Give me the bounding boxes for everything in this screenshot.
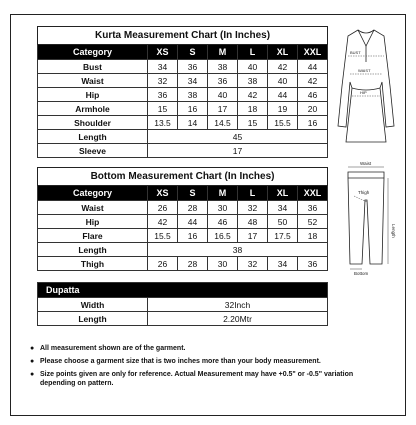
value-cell: 15.5	[268, 116, 298, 130]
header-cell: S	[178, 45, 208, 60]
value-cell: 38	[238, 74, 268, 88]
value-cell: 36	[298, 201, 328, 215]
kurta-chart-title: Kurta Measurement Chart (In Inches)	[38, 27, 328, 45]
value-cell: 15.5	[148, 229, 178, 243]
bullet-icon: ●	[30, 345, 35, 352]
dupatta-title: Dupatta	[38, 283, 328, 298]
value-cell: 18	[238, 102, 268, 116]
bottom-chart-title: Bottom Measurement Chart (In Inches)	[38, 168, 328, 186]
value-cell: 36	[148, 88, 178, 102]
header-cell: Category	[38, 186, 148, 201]
value-cell: 36	[298, 257, 328, 271]
header-cell: XXL	[298, 45, 328, 60]
value-cell: 28	[178, 257, 208, 271]
bullet-icon: ●	[30, 358, 35, 365]
kurta-hip-label: HIP	[360, 90, 367, 95]
value-cell: 32	[238, 201, 268, 215]
bullet-icon: ●	[30, 371, 35, 378]
value-cell: 50	[268, 215, 298, 229]
value-cell: 16	[298, 116, 328, 130]
value-cell: 17	[208, 102, 238, 116]
merged-value-cell: 38	[148, 243, 328, 257]
value-cell: 48	[238, 215, 268, 229]
header-cell: XL	[268, 45, 298, 60]
row-label: Length	[38, 243, 148, 257]
header-cell: XL	[268, 186, 298, 201]
value-cell: 14	[178, 116, 208, 130]
merged-value-cell: 17	[148, 144, 328, 158]
value-cell: 46	[298, 88, 328, 102]
value-cell: 16	[178, 229, 208, 243]
value-cell: 42	[268, 60, 298, 74]
value-cell: 38	[208, 60, 238, 74]
row-label: Shoulder	[38, 116, 148, 130]
table-row	[38, 257, 328, 271]
header-cell: L	[238, 186, 268, 201]
header-cell: XS	[148, 45, 178, 60]
kurta-measurement-table	[37, 26, 328, 158]
header-cell: XS	[148, 186, 178, 201]
bottom-bottom-label: Bottom	[354, 271, 369, 276]
row-label: Flare	[38, 229, 148, 243]
value-cell: 26	[148, 257, 178, 271]
value-cell: 30	[208, 257, 238, 271]
table-row	[38, 88, 328, 102]
value-cell: 15	[148, 102, 178, 116]
value-cell: 26	[148, 201, 178, 215]
dupatta-length-value: 2.20Mtr	[148, 312, 328, 326]
value-cell: 14.5	[208, 116, 238, 130]
row-label: Waist	[38, 74, 148, 88]
value-cell: 34	[178, 74, 208, 88]
note-item: ● All measurement shown are of the garment.	[30, 345, 186, 352]
value-cell: 40	[208, 88, 238, 102]
note-item: ● Size points given are only for reference. Actual Measurement may have +0.5" or -0.5" variation depending on pattern.	[30, 371, 354, 387]
value-cell: 42	[148, 215, 178, 229]
value-cell: 16.5	[208, 229, 238, 243]
value-cell: 42	[298, 74, 328, 88]
table-row	[38, 215, 328, 229]
bottom-thigh-label: Thigh	[358, 190, 370, 195]
value-cell: 34	[268, 201, 298, 215]
dupatta-width-value: 32Inch	[148, 298, 328, 312]
bottom-length-label: Length	[391, 224, 396, 238]
row-label: Hip	[38, 215, 148, 229]
value-cell: 38	[178, 88, 208, 102]
bottom-header-row	[38, 186, 328, 201]
row-label: Bust	[38, 60, 148, 74]
table-row	[38, 102, 328, 116]
value-cell: 34	[148, 60, 178, 74]
bottom-illustration	[334, 160, 398, 280]
kurta-illustration	[334, 26, 398, 152]
value-cell: 40	[238, 60, 268, 74]
notes-list	[30, 344, 360, 392]
bottom-waist-label: Waist	[360, 161, 372, 166]
value-cell: 52	[298, 215, 328, 229]
kurta-header-row	[38, 45, 328, 60]
value-cell: 44	[268, 88, 298, 102]
value-cell: 44	[298, 60, 328, 74]
value-cell: 30	[208, 201, 238, 215]
value-cell: 34	[268, 257, 298, 271]
value-cell: 44	[178, 215, 208, 229]
dupatta-length-label: Length	[38, 312, 148, 326]
value-cell: 36	[208, 74, 238, 88]
header-cell: M	[208, 45, 238, 60]
kurta-waist-label: WAIST	[358, 68, 371, 73]
value-cell: 17	[238, 229, 268, 243]
table-row	[38, 243, 328, 257]
value-cell: 46	[208, 215, 238, 229]
value-cell: 15	[238, 116, 268, 130]
header-cell: M	[208, 186, 238, 201]
row-label: Hip	[38, 88, 148, 102]
value-cell: 13.5	[148, 116, 178, 130]
header-cell: L	[238, 45, 268, 60]
value-cell: 18	[298, 229, 328, 243]
kurta-bust-label: BUST	[350, 50, 361, 55]
value-cell: 32	[238, 257, 268, 271]
value-cell: 42	[238, 88, 268, 102]
value-cell: 16	[178, 102, 208, 116]
header-cell: Category	[38, 45, 148, 60]
value-cell: 40	[268, 74, 298, 88]
value-cell: 36	[178, 60, 208, 74]
dupatta-width-label: Width	[38, 298, 148, 312]
header-cell: S	[178, 186, 208, 201]
table-row	[38, 130, 328, 144]
dupatta-table	[37, 282, 328, 326]
row-label: Armhole	[38, 102, 148, 116]
table-row	[38, 74, 328, 88]
table-row	[38, 229, 328, 243]
value-cell: 19	[268, 102, 298, 116]
row-label: Waist	[38, 201, 148, 215]
value-cell: 17.5	[268, 229, 298, 243]
table-row	[38, 116, 328, 130]
table-row	[38, 144, 328, 158]
value-cell: 32	[148, 74, 178, 88]
row-label: Length	[38, 130, 148, 144]
bottom-measurement-table	[37, 167, 328, 271]
header-cell: XXL	[298, 186, 328, 201]
value-cell: 20	[298, 102, 328, 116]
merged-value-cell: 45	[148, 130, 328, 144]
table-row	[38, 60, 328, 74]
row-label: Sleeve	[38, 144, 148, 158]
note-item: ● Please choose a garment size that is two inches more than your body measurement.	[30, 358, 321, 365]
value-cell: 28	[178, 201, 208, 215]
row-label: Thigh	[38, 257, 148, 271]
table-row	[38, 201, 328, 215]
